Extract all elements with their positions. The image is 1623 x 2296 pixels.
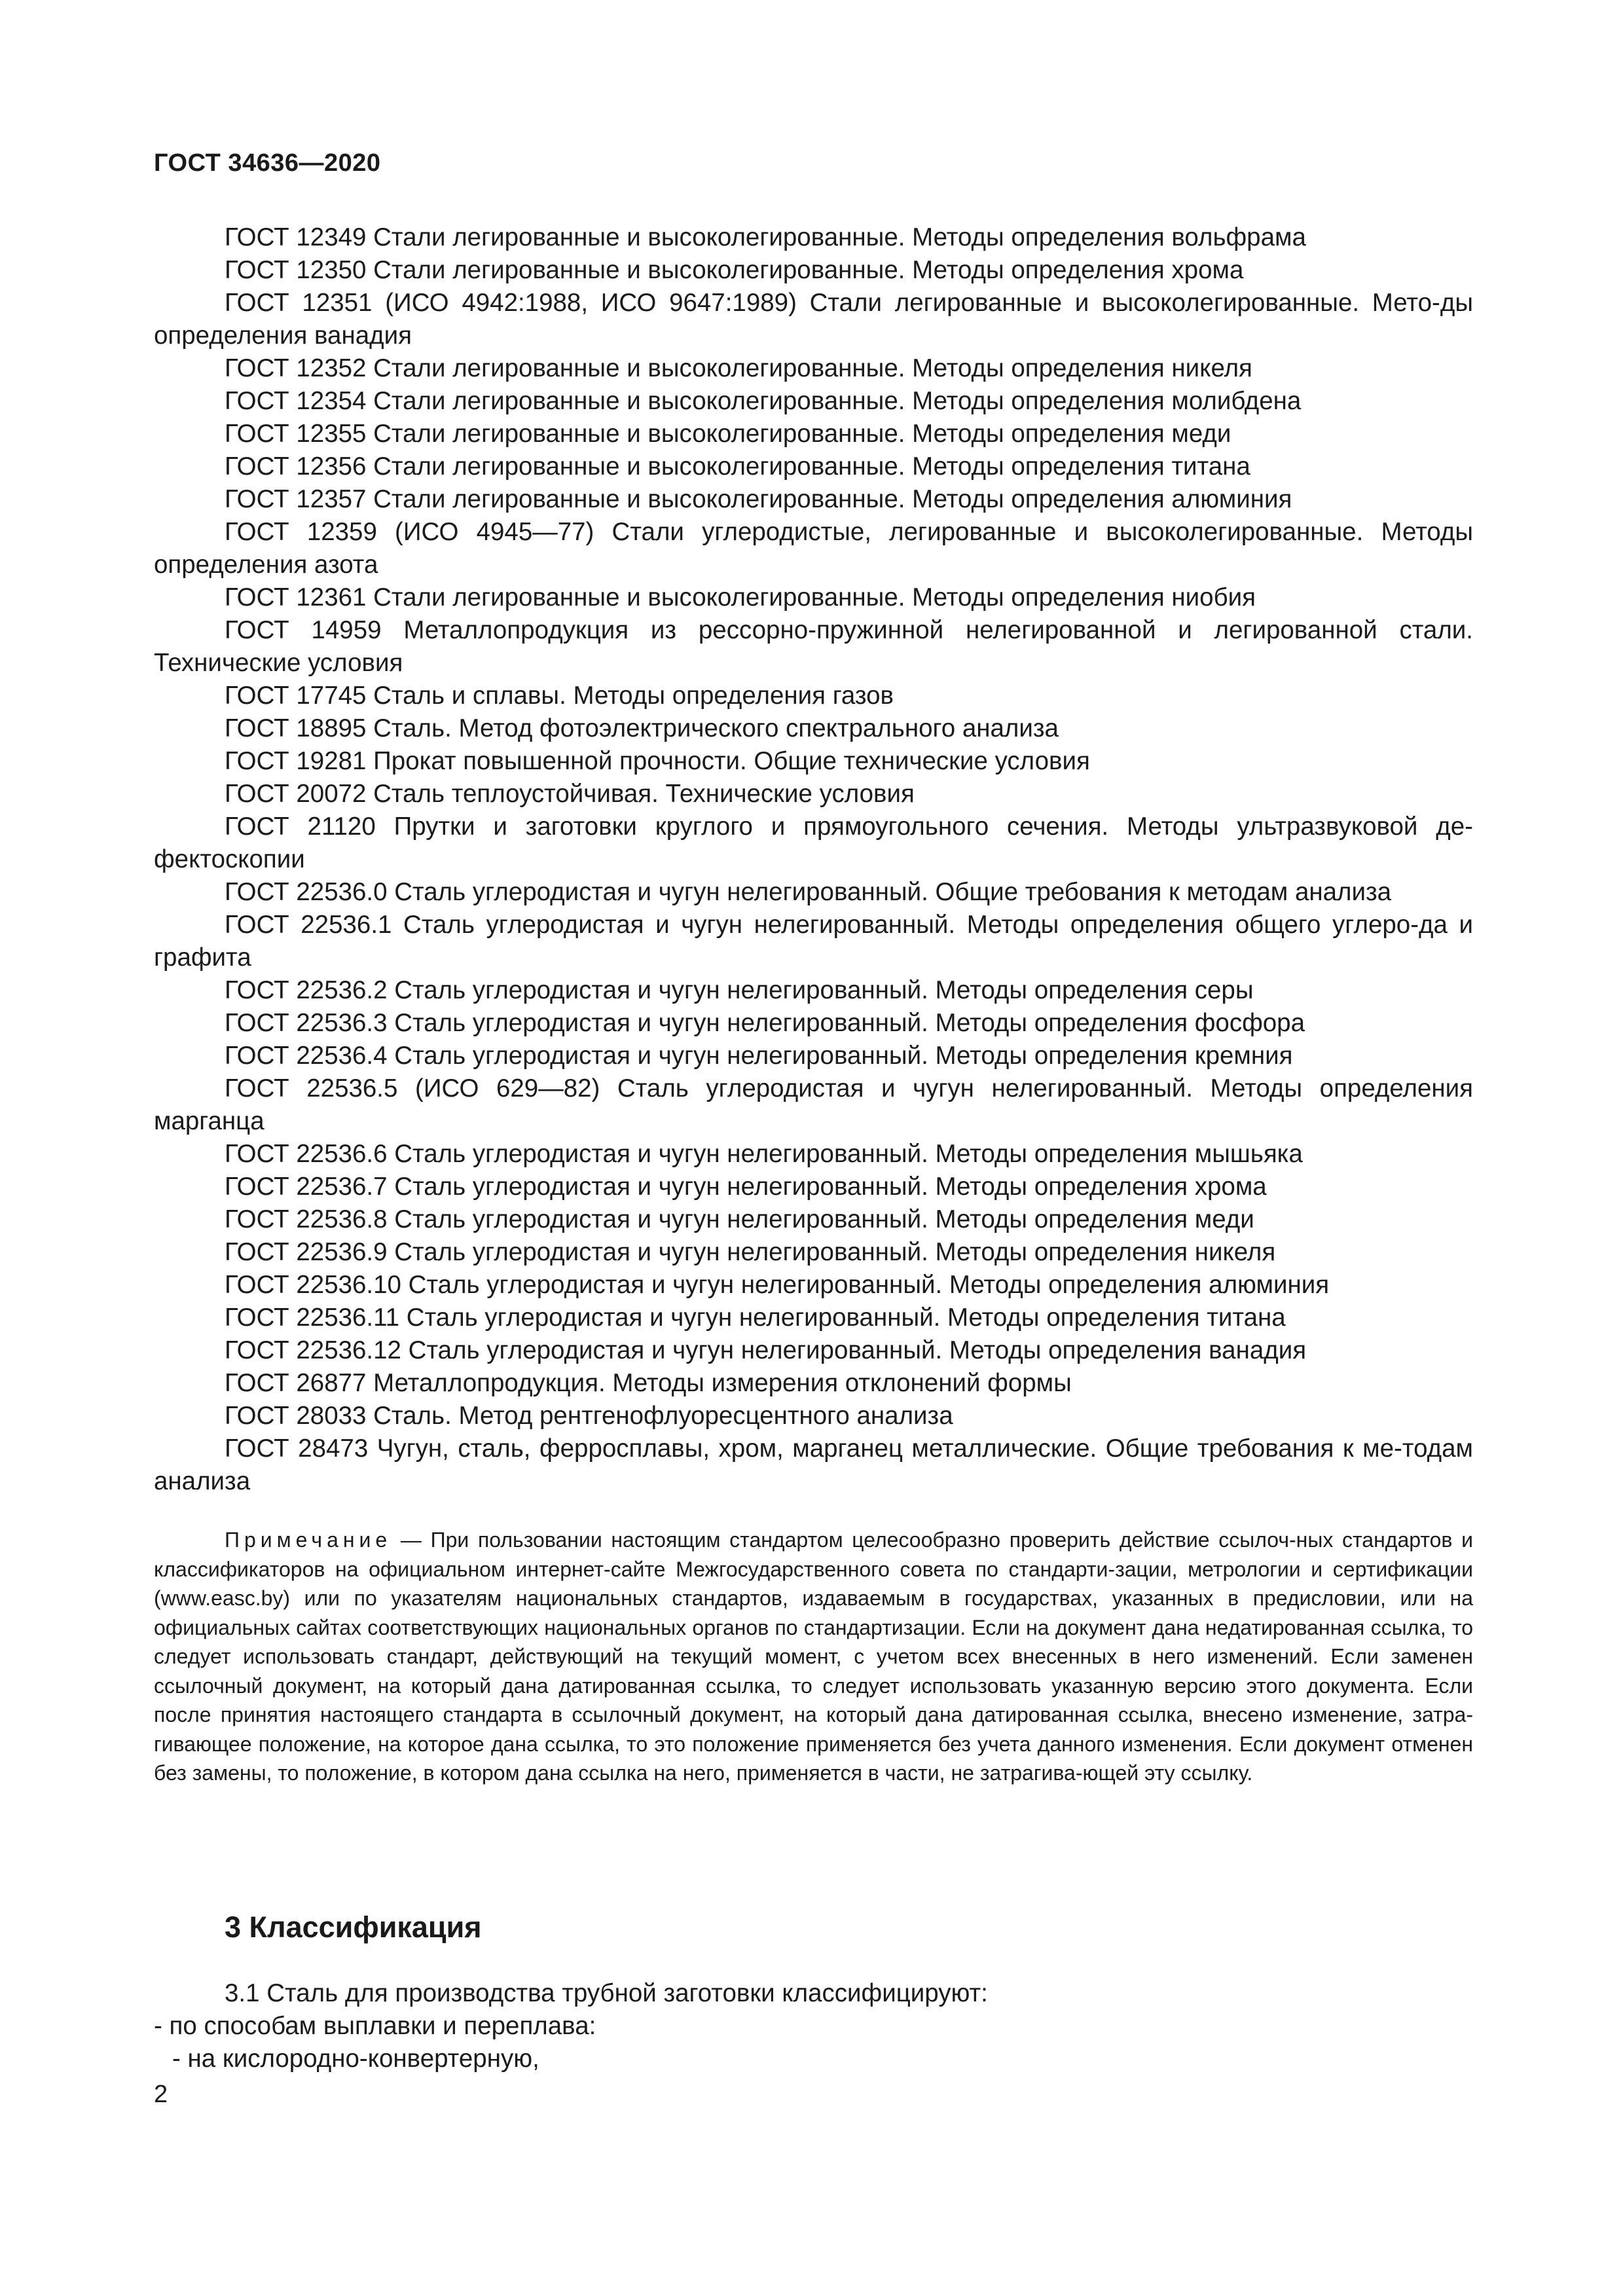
reference-item: ГОСТ 21120 Прутки и заготовки круглого и прямоугольного сечения. Методы ультразвуковой де-фектоскопии: [154, 812, 1473, 873]
reference-item: ГОСТ 28473 Чугун, сталь, ферросплавы, хром, марганец металлические. Общие требования к ме-тодам анализа: [154, 1434, 1473, 1495]
reference-item: ГОСТ 12352 Стали легированные и высоколегированные. Методы определения никеля: [225, 354, 1252, 382]
reference-item: ГОСТ 14959 Металлопродукция из рессорно-пружинной нелегированной и легированной стали. Технические условия: [154, 616, 1473, 677]
reference-item: ГОСТ 12355 Стали легированные и высоколегированные. Методы определения меди: [225, 420, 1231, 448]
reference-item: ГОСТ 17745 Сталь и сплавы. Методы определения газов: [225, 682, 894, 710]
list-item-level1: - по способам выплавки и переплава:: [154, 2012, 596, 2040]
section-paragraph: 3.1 Сталь для производства трубной заготовки классифицируют:: [225, 1979, 988, 2007]
reference-item: ГОСТ 12354 Стали легированные и высоколегированные. Методы определения молибдена: [225, 387, 1302, 415]
section-body: [154, 1977, 1473, 2075]
reference-item: ГОСТ 22536.5 (ИСО 629—82) Сталь углеродистая и чугун нелегированный. Методы определения марганца: [154, 1074, 1473, 1135]
reference-item: ГОСТ 12359 (ИСО 4945—77) Стали углеродистые, легированные и высоколегированные. Методы определения азота: [154, 518, 1473, 579]
reference-item: ГОСТ 22536.9 Сталь углеродистая и чугун нелегированный. Методы определения никеля: [225, 1238, 1276, 1266]
note-text: — При пользовании настоящим стандартом целесообразно проверить действие ссылоч-ных стандартов и классификаторов на официальном интернет-сайте Межгосударственного совета по стандарти-зации, метрологии и сертификации (www.easc.by) или по указателям национальных стандартов, издаваемым в государствах, указанных в предисловии, или на официальных сайтах соответствующих национальных органов по стандартизации. Если на документ дана недатированная ссылка, то следует использовать стандарт, действующий на текущий момент, с учетом всех внесенных в него изменений. Если заменен ссылочный документ, на который дана датированная ссылка, то следует использовать указанную версию этого документа. Если после принятия настоящего стандарта в ссылочный документ, на который дана датированная ссылка, внесено изменение, затра-гивающее положение, на которое дана ссылка, то это положение применяется без учета данного изменения. Если документ отменен без замены, то положение, в котором дана ссылка на него, применяется в части, не затрагива-ющей эту ссылку.: [154, 1528, 1473, 1785]
reference-item: ГОСТ 12351 (ИСО 4942:1988, ИСО 9647:1989) Стали легированные и высоколегированные. Мето-ды определения ванадия: [154, 289, 1473, 350]
reference-item: ГОСТ 28033 Сталь. Метод рентгенофлуоресцентного анализа: [225, 1402, 953, 1430]
reference-item: ГОСТ 12350 Стали легированные и высоколегированные. Методы определения хрома: [225, 256, 1244, 284]
reference-item: ГОСТ 22536.10 Сталь углеродистая и чугун нелегированный. Методы определения алюминия: [225, 1271, 1330, 1299]
reference-item: ГОСТ 22536.8 Сталь углеродистая и чугун нелегированный. Методы определения меди: [225, 1205, 1254, 1233]
reference-item: ГОСТ 26877 Металлопродукция. Методы измерения отклонений формы: [225, 1369, 1072, 1397]
reference-item: ГОСТ 19281 Прокат повышенной прочности. Общие технические условия: [225, 747, 1090, 775]
reference-item: ГОСТ 22536.6 Сталь углеродистая и чугун нелегированный. Методы определения мышьяка: [225, 1140, 1303, 1168]
reference-item: ГОСТ 22536.12 Сталь углеродистая и чугун нелегированный. Методы определения ванадия: [225, 1336, 1307, 1364]
references-note: [154, 1525, 1473, 1788]
reference-item: ГОСТ 12361 Стали легированные и высоколегированные. Методы определения ниобия: [225, 583, 1256, 611]
reference-item: ГОСТ 12356 Стали легированные и высоколегированные. Методы определения титана: [225, 452, 1250, 481]
reference-item: ГОСТ 22536.7 Сталь углеродистая и чугун нелегированный. Методы определения хрома: [225, 1173, 1267, 1201]
reference-item: ГОСТ 22536.11 Сталь углеродистая и чугун нелегированный. Методы определения титана: [225, 1303, 1286, 1332]
reference-item: ГОСТ 20072 Сталь теплоустойчивая. Технические условия: [225, 780, 915, 808]
document-header-code: ГОСТ 34636—2020: [154, 149, 381, 177]
reference-item: ГОСТ 12357 Стали легированные и высоколегированные. Методы определения алюминия: [225, 485, 1292, 513]
reference-item: ГОСТ 12349 Стали легированные и высоколегированные. Методы определения вольфрама: [225, 223, 1306, 251]
reference-item: ГОСТ 18895 Сталь. Метод фотоэлектрического спектрального анализа: [225, 714, 1059, 742]
reference-item: ГОСТ 22536.1 Сталь углеродистая и чугун нелегированный. Методы определения общего углеро-да и графита: [154, 911, 1473, 972]
normative-references-list: [154, 221, 1473, 1498]
reference-item: ГОСТ 22536.4 Сталь углеродистая и чугун нелегированный. Методы определения кремния: [225, 1042, 1293, 1070]
reference-item: ГОСТ 22536.0 Сталь углеродистая и чугун нелегированный. Общие требования к методам анализа: [225, 878, 1392, 906]
section-heading: 3 Классификация: [225, 1910, 482, 1944]
reference-item: ГОСТ 22536.3 Сталь углеродистая и чугун нелегированный. Методы определения фосфора: [225, 1009, 1305, 1037]
list-item-level2: - на кислородно-конвертерную,: [172, 2045, 539, 2073]
note-label: Примечание: [225, 1528, 392, 1552]
page-number: 2: [154, 2081, 168, 2108]
reference-item: ГОСТ 22536.2 Сталь углеродистая и чугун нелегированный. Методы определения серы: [225, 976, 1254, 1004]
